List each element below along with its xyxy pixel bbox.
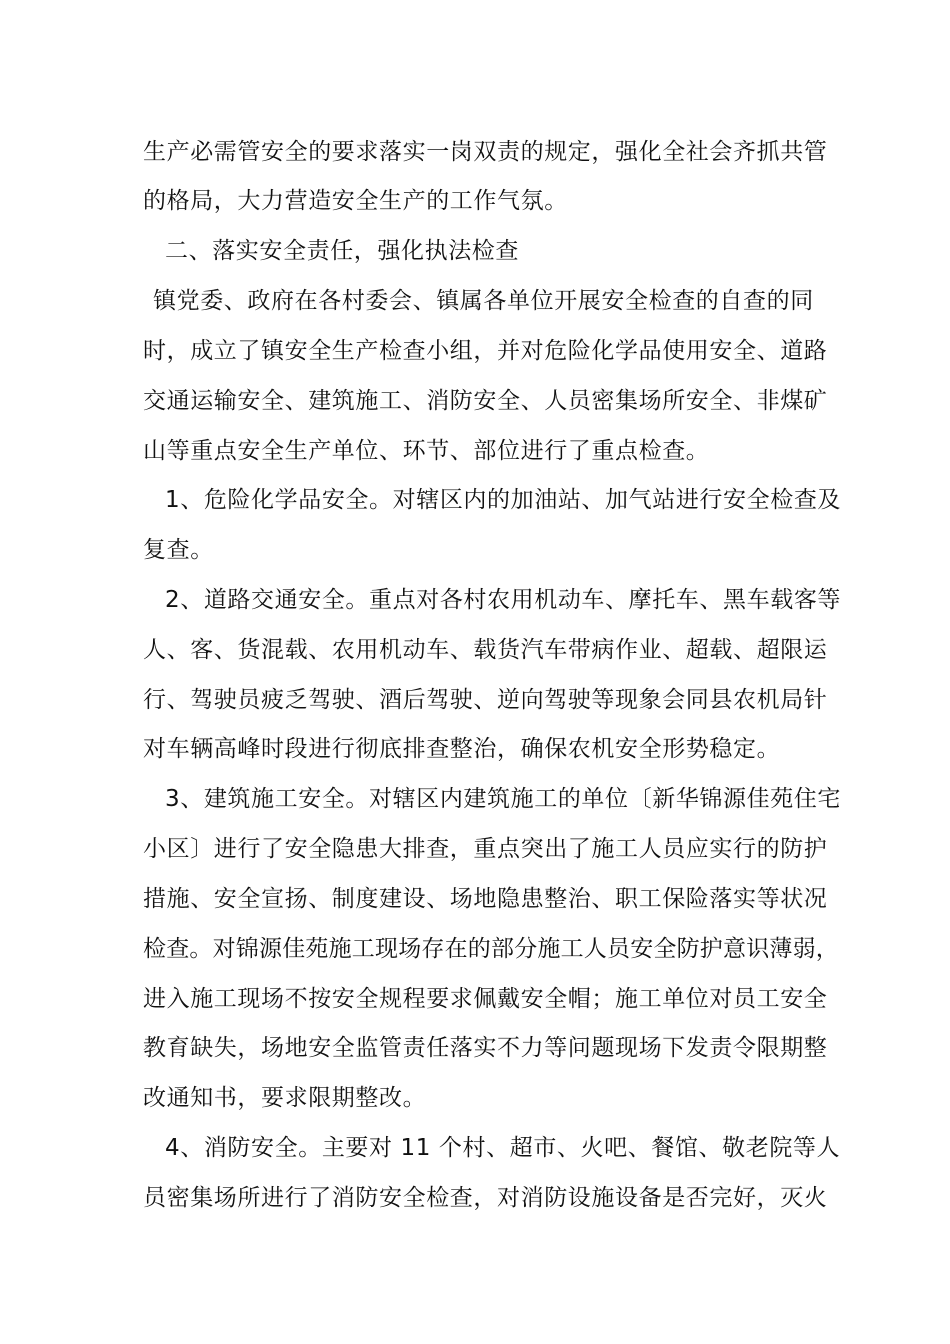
text-line: 教育缺失，场地安全监管责任落实不力等问题现场下发责令限期整 xyxy=(143,1035,828,1061)
text-line: 小区〕进行了安全隐患大排查，重点突出了施工人员应实行的防护 xyxy=(143,836,828,862)
text-line: 改通知书，要求限期整改。 xyxy=(143,1085,427,1111)
text-line: 镇党委、政府在各村委会、镇属各单位开展安全检查的自查的同 xyxy=(153,288,814,314)
text-line: 进入施工现场不按安全规程要求佩戴安全帽；施工单位对员工安全 xyxy=(143,986,828,1012)
text-line: 交通运输安全、建筑施工、消防安全、人员密集场所安全、非煤矿 xyxy=(143,388,828,414)
list-item-heading: 2、道路交通安全。重点对各村农用机动车、摩托车、黑车载客等 xyxy=(165,587,842,613)
section-heading: 二、落实安全责任，强化执法检查 xyxy=(165,238,519,264)
text-line: 人、客、货混载、农用机动车、载货汽车带病作业、超载、超限运 xyxy=(143,637,828,663)
text-line: 行、驾驶员疲乏驾驶、酒后驾驶、逆向驾驶等现象会同县农机局针 xyxy=(143,687,828,713)
text-line: 复查。 xyxy=(143,537,214,563)
text-line: 的格局，大力营造安全生产的工作气氛。 xyxy=(143,188,568,214)
text-line: 措施、安全宣扬、制度建设、场地隐患整治、职工保险落实等状况 xyxy=(143,886,828,912)
list-item-heading: 3、建筑施工安全。对辖区内建筑施工的单位〔新华锦源佳苑住宅 xyxy=(165,786,842,812)
list-item-heading: 4、消防安全。主要对 11 个村、超市、火吧、餐馆、敬老院等人 xyxy=(165,1135,841,1161)
text-line: 山等重点安全生产单位、环节、部位进行了重点检查。 xyxy=(143,438,710,464)
text-line: 对车辆高峰时段进行彻底排查整治，确保农机安全形势稳定。 xyxy=(143,736,781,762)
list-item-heading: 1、危险化学品安全。对辖区内的加油站、加气站进行安全检查及 xyxy=(165,487,842,513)
text-line: 员密集场所进行了消防安全检查，对消防设施设备是否完好，灭火 xyxy=(143,1185,828,1211)
text-line: 生产必需管安全的要求落实一岗双责的规定，强化全社会齐抓共管 xyxy=(143,139,828,165)
text-line: 检查。对锦源佳苑施工现场存在的部分施工人员安全防护意识薄弱， xyxy=(143,936,839,962)
text-line: 时，成立了镇安全生产检查小组，并对危险化学品使用安全、道路 xyxy=(143,338,828,364)
